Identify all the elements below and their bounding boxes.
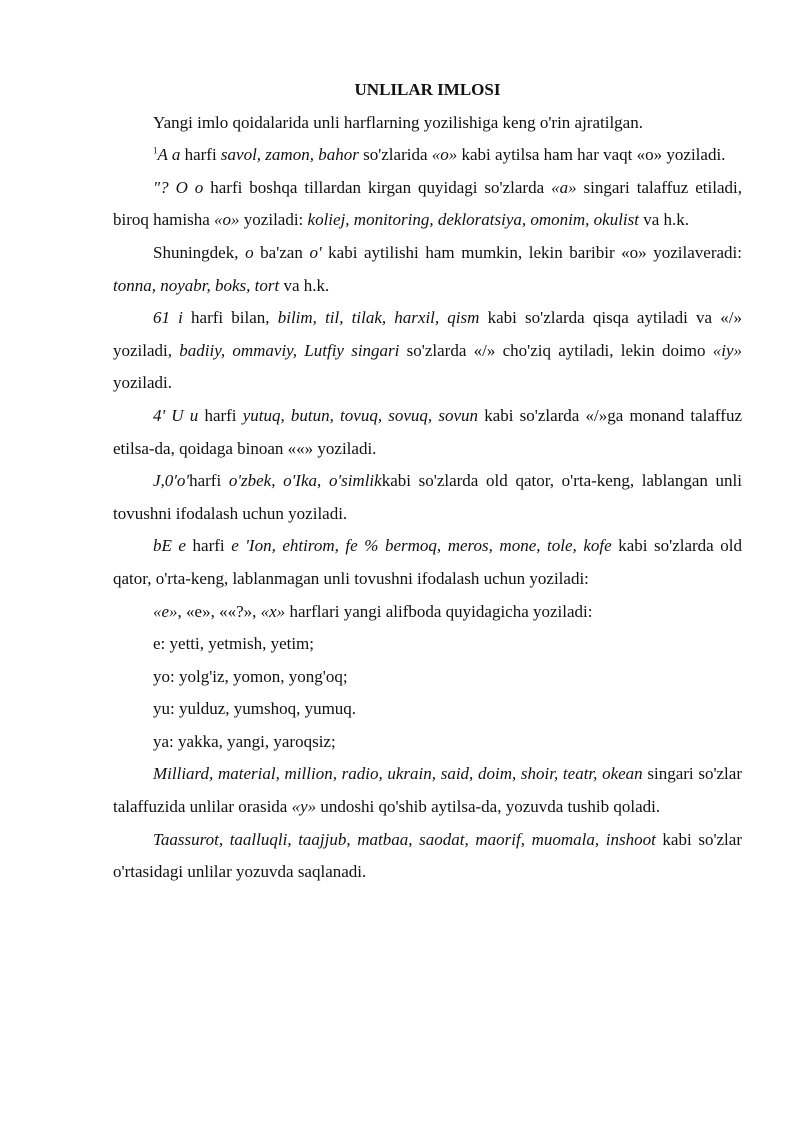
example-words: tonna, noyabr, boks, tort: [113, 275, 280, 295]
text: harfi boshqa tillardan kirgan quyidagi so'zlarda: [203, 177, 552, 197]
text: harfi bilan,: [182, 308, 278, 328]
example-words: Milliard, material, million, radio, ukrain, said, doim, shoir, teatr, okean: [153, 764, 643, 784]
text: harflari yangi alifboda quyidagicha yoziladi:: [285, 601, 593, 621]
paragraph-e: [113, 530, 742, 595]
text: kabi so'zlarda qisqa aytiladi va «/» yoziladi,: [113, 308, 742, 360]
text: kabi so'zlar o'rtasidagi unlilar yozuvda saqlanadi.: [113, 829, 742, 882]
text: kabi so'zlarda old qator, o'rta-keng, lablanmagan unli tovushni ifodalash uchun yoziladi:: [113, 536, 742, 588]
text: harfi: [189, 471, 229, 491]
intro-text: Yangi imlo qoidalarida unli harflarning yozilishiga keng o'rin ajratilgan.: [153, 112, 643, 132]
text: kabi so'zlarda old qator, o'rta-keng, lablangan unli tovushni ifodalash uchun yoziladi.: [113, 471, 743, 523]
text: harfi: [180, 145, 221, 165]
quoted-letter: «x»: [260, 601, 286, 621]
letter-lead: 61 i: [153, 308, 183, 328]
quoted-letter: «o»: [431, 145, 458, 165]
example-words: yutuq, butun, tovuq, sovuq, sovun: [242, 405, 479, 425]
text: ba'zan: [253, 242, 310, 262]
example-words: koliej, monitoring, dekloratsiya, omonim, okulist: [307, 210, 639, 230]
text: so'zlarda «/» cho'ziq aytiladi, lekin doimo: [399, 340, 713, 360]
text: kabi aytilsa ham har vaqt «o» yoziladi.: [457, 145, 726, 165]
text: singari so'zlar talaffuzida unlilar orasida: [113, 764, 742, 817]
text: kabi so'zlarda «/»ga monand talaffuz etilsa-da, qoidaga binoan ««» yoziladi.: [113, 405, 742, 458]
text: so'zlarida: [358, 145, 432, 165]
letter: o': [309, 242, 322, 262]
footnote-mark: 1: [153, 145, 158, 156]
paragraph-a: [113, 139, 742, 172]
example-words: savol, zamon, bahor: [220, 145, 359, 165]
letter-lead: J,0'o': [153, 471, 190, 491]
text: kabi aytilishi ham mumkin, lekin baribir «o» yozilaveradi:: [321, 242, 743, 262]
letter-lead: bE e: [153, 536, 186, 556]
letter-lead: "? O o: [153, 177, 204, 197]
paragraph-letters: [113, 596, 742, 629]
text: harfi: [198, 405, 243, 425]
text: yoziladi.: [113, 373, 173, 393]
list-item: e: yetti, yetmish, yetim;: [153, 634, 315, 654]
paragraph-o-apostrophe: [113, 465, 742, 530]
quoted-letter: «o»: [214, 210, 240, 230]
paragraph-double-vowels: [113, 824, 742, 889]
example-words: Taassurot, taalluqli, taajjub, matbaa, saodat, maorif, muomala, inshoot: [153, 829, 656, 849]
text: harfi: [185, 536, 232, 556]
paragraph-i: [113, 302, 742, 400]
example-words: bilim, til, tilak, harxil, qism: [277, 308, 480, 328]
quoted-letter: «y»: [291, 797, 317, 817]
text: va h.k.: [639, 210, 690, 230]
text: Shuningdek,: [153, 242, 246, 262]
letter-lead: A a: [157, 145, 181, 165]
letter: o: [245, 242, 254, 262]
paragraph-y-omission: [113, 758, 742, 823]
example-words: badiiy, ommaviy, Lutfiy singari: [179, 340, 400, 360]
text: va h.k.: [279, 275, 330, 295]
text: , «e», ««?»,: [177, 601, 261, 621]
quoted-letter: «e»: [153, 601, 178, 621]
list-item: yo: yolg'iz, yomon, yong'oq;: [153, 666, 348, 686]
example-words: e 'Ion, ehtirom, fe % bermoq, meros, mone, tole, kofe: [231, 536, 612, 556]
paragraph-o-variant: [113, 237, 742, 302]
paragraph-u: [113, 400, 742, 465]
paragraph-intro: [113, 107, 742, 140]
page-title: UNLILAR IMLOSI: [354, 80, 501, 99]
text: singari talaffuz etiladi, biroq hamisha: [113, 177, 742, 230]
text: yoziladi:: [239, 210, 308, 230]
quoted-letter: «iy»: [712, 340, 742, 360]
quoted-letter: «a»: [551, 177, 577, 197]
text: undoshi qo'shib aytilsa-da, yozuvda tushib qoladi.: [316, 797, 661, 817]
letter-lead: 4' U u: [153, 405, 199, 425]
paragraph-o: [113, 172, 742, 237]
list-item: ya: yakka, yangi, yaroqsiz;: [153, 731, 336, 751]
list-item: yu: yulduz, yumshoq, yumuq.: [153, 699, 357, 719]
document-page: [113, 74, 742, 889]
example-words: o'zbek, o'Ika, o'simlik: [228, 471, 382, 491]
